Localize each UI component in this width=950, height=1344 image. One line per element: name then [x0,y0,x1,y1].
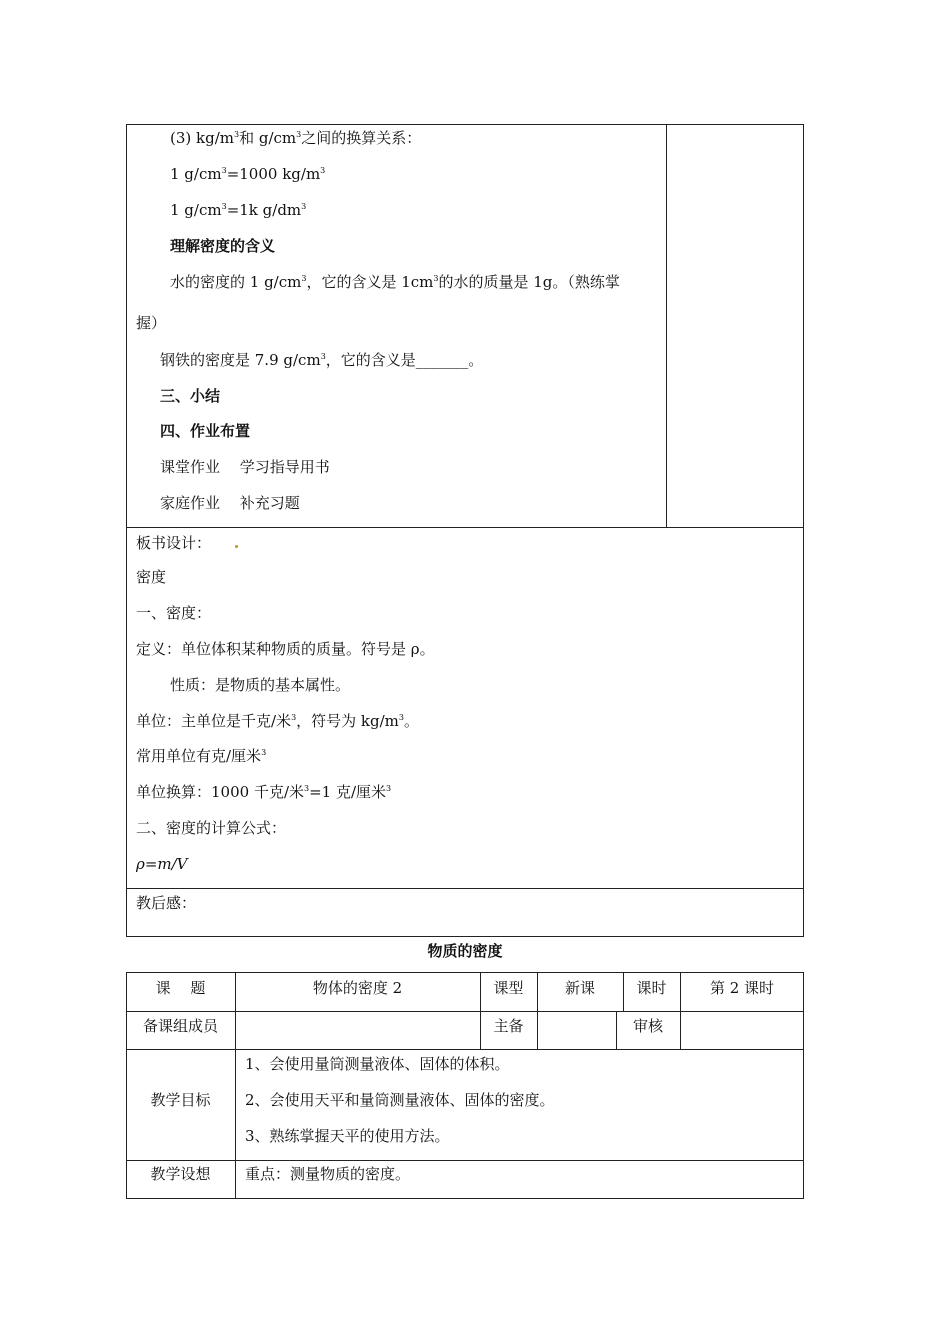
design-value: 重点：测量物质的密度。 [245,1165,411,1183]
conversion-line-2: 1 $g/cm^3=1k$ $g/dm^3$ [170,201,307,219]
board-unit-conversion: 单位换算：1000 千克/米$^3$=1 克/厘米$^3$ [136,783,392,801]
water-density-meaning: 水的密度的 1 $g/cm^3$，它的含义是 $1cm^3$的水的质量是 1g。（熟练掌 [170,273,620,291]
topic-label: 课 题 [155,979,206,997]
reflection-row-divider [126,888,804,889]
board-subject: 密度 [136,568,167,586]
members-label: 备课组成员 [142,1017,218,1035]
upper-table-column-divider [666,124,667,527]
water-density-meaning-cont: 握） [136,314,167,332]
steel-density-question: 钢铁的密度是 7.9 $g/cm^3$，它的含义是_______。 [160,351,484,369]
board-formula: ρ=m/V [136,855,188,873]
summary-heading: 三、小结 [160,387,221,405]
period-value: 第 2 课时 [709,979,775,997]
review-label: 审核 [632,1017,663,1035]
homework-home: 家庭作业 补充习题 [160,494,300,512]
homework-class: 课堂作业 学习指导用书 [160,458,330,476]
board-unit: 单位：主单位是千克/米$^3$，符号为 $kg/m^3$。 [136,712,420,730]
goal-item-3: 3、熟练掌握天平的使用方法。 [245,1127,450,1145]
period-label: 课时 [636,979,667,997]
upper-table-row-divider [126,527,804,528]
goal-item-1: 1、会使用量筒测量液体、固体的体积。 [245,1055,510,1073]
type-value: 新课 [564,979,595,997]
conversion-line-1: 1 $g/cm^3=1000$ $kg/m^3$ [170,165,326,183]
lesson-row-divider-2 [126,1049,804,1050]
board-section-2: 二、密度的计算公式： [136,819,287,837]
board-property: 性质：是物质的基本属性。 [170,676,351,694]
goals-label: 教学目标 [150,1091,211,1109]
second-page-title: 物质的密度 [427,942,503,960]
homework-heading: 四、作业布置 [160,422,251,440]
lead-label: 主备 [493,1017,524,1035]
stray-dot-mark [235,545,238,548]
type-label: 课型 [493,979,524,997]
topic-value: 物体的密度 2 [312,979,403,997]
lesson-col-label-divider [235,972,236,1199]
design-label: 教学设想 [150,1165,211,1183]
board-section-1: 一、密度： [136,604,212,622]
board-design-title: 板书设计： [136,534,212,552]
board-common-unit: 常用单位有克/厘米$^3$ [136,747,267,765]
goal-item-2: 2、会使用天平和量筒测量液体、固体的密度。 [245,1091,555,1109]
conversion-heading: (3) $kg/m^3$和 $g/cm^3$之间的换算关系： [170,129,422,147]
lesson-row-divider-1 [126,1011,804,1012]
lesson-row-divider-3 [126,1160,804,1161]
board-definition: 定义：单位体积某种物质的质量。符号是 ρ。 [136,640,435,658]
meaning-title: 理解密度的含义 [170,237,276,255]
reflection-label: 教后感： [136,894,197,912]
